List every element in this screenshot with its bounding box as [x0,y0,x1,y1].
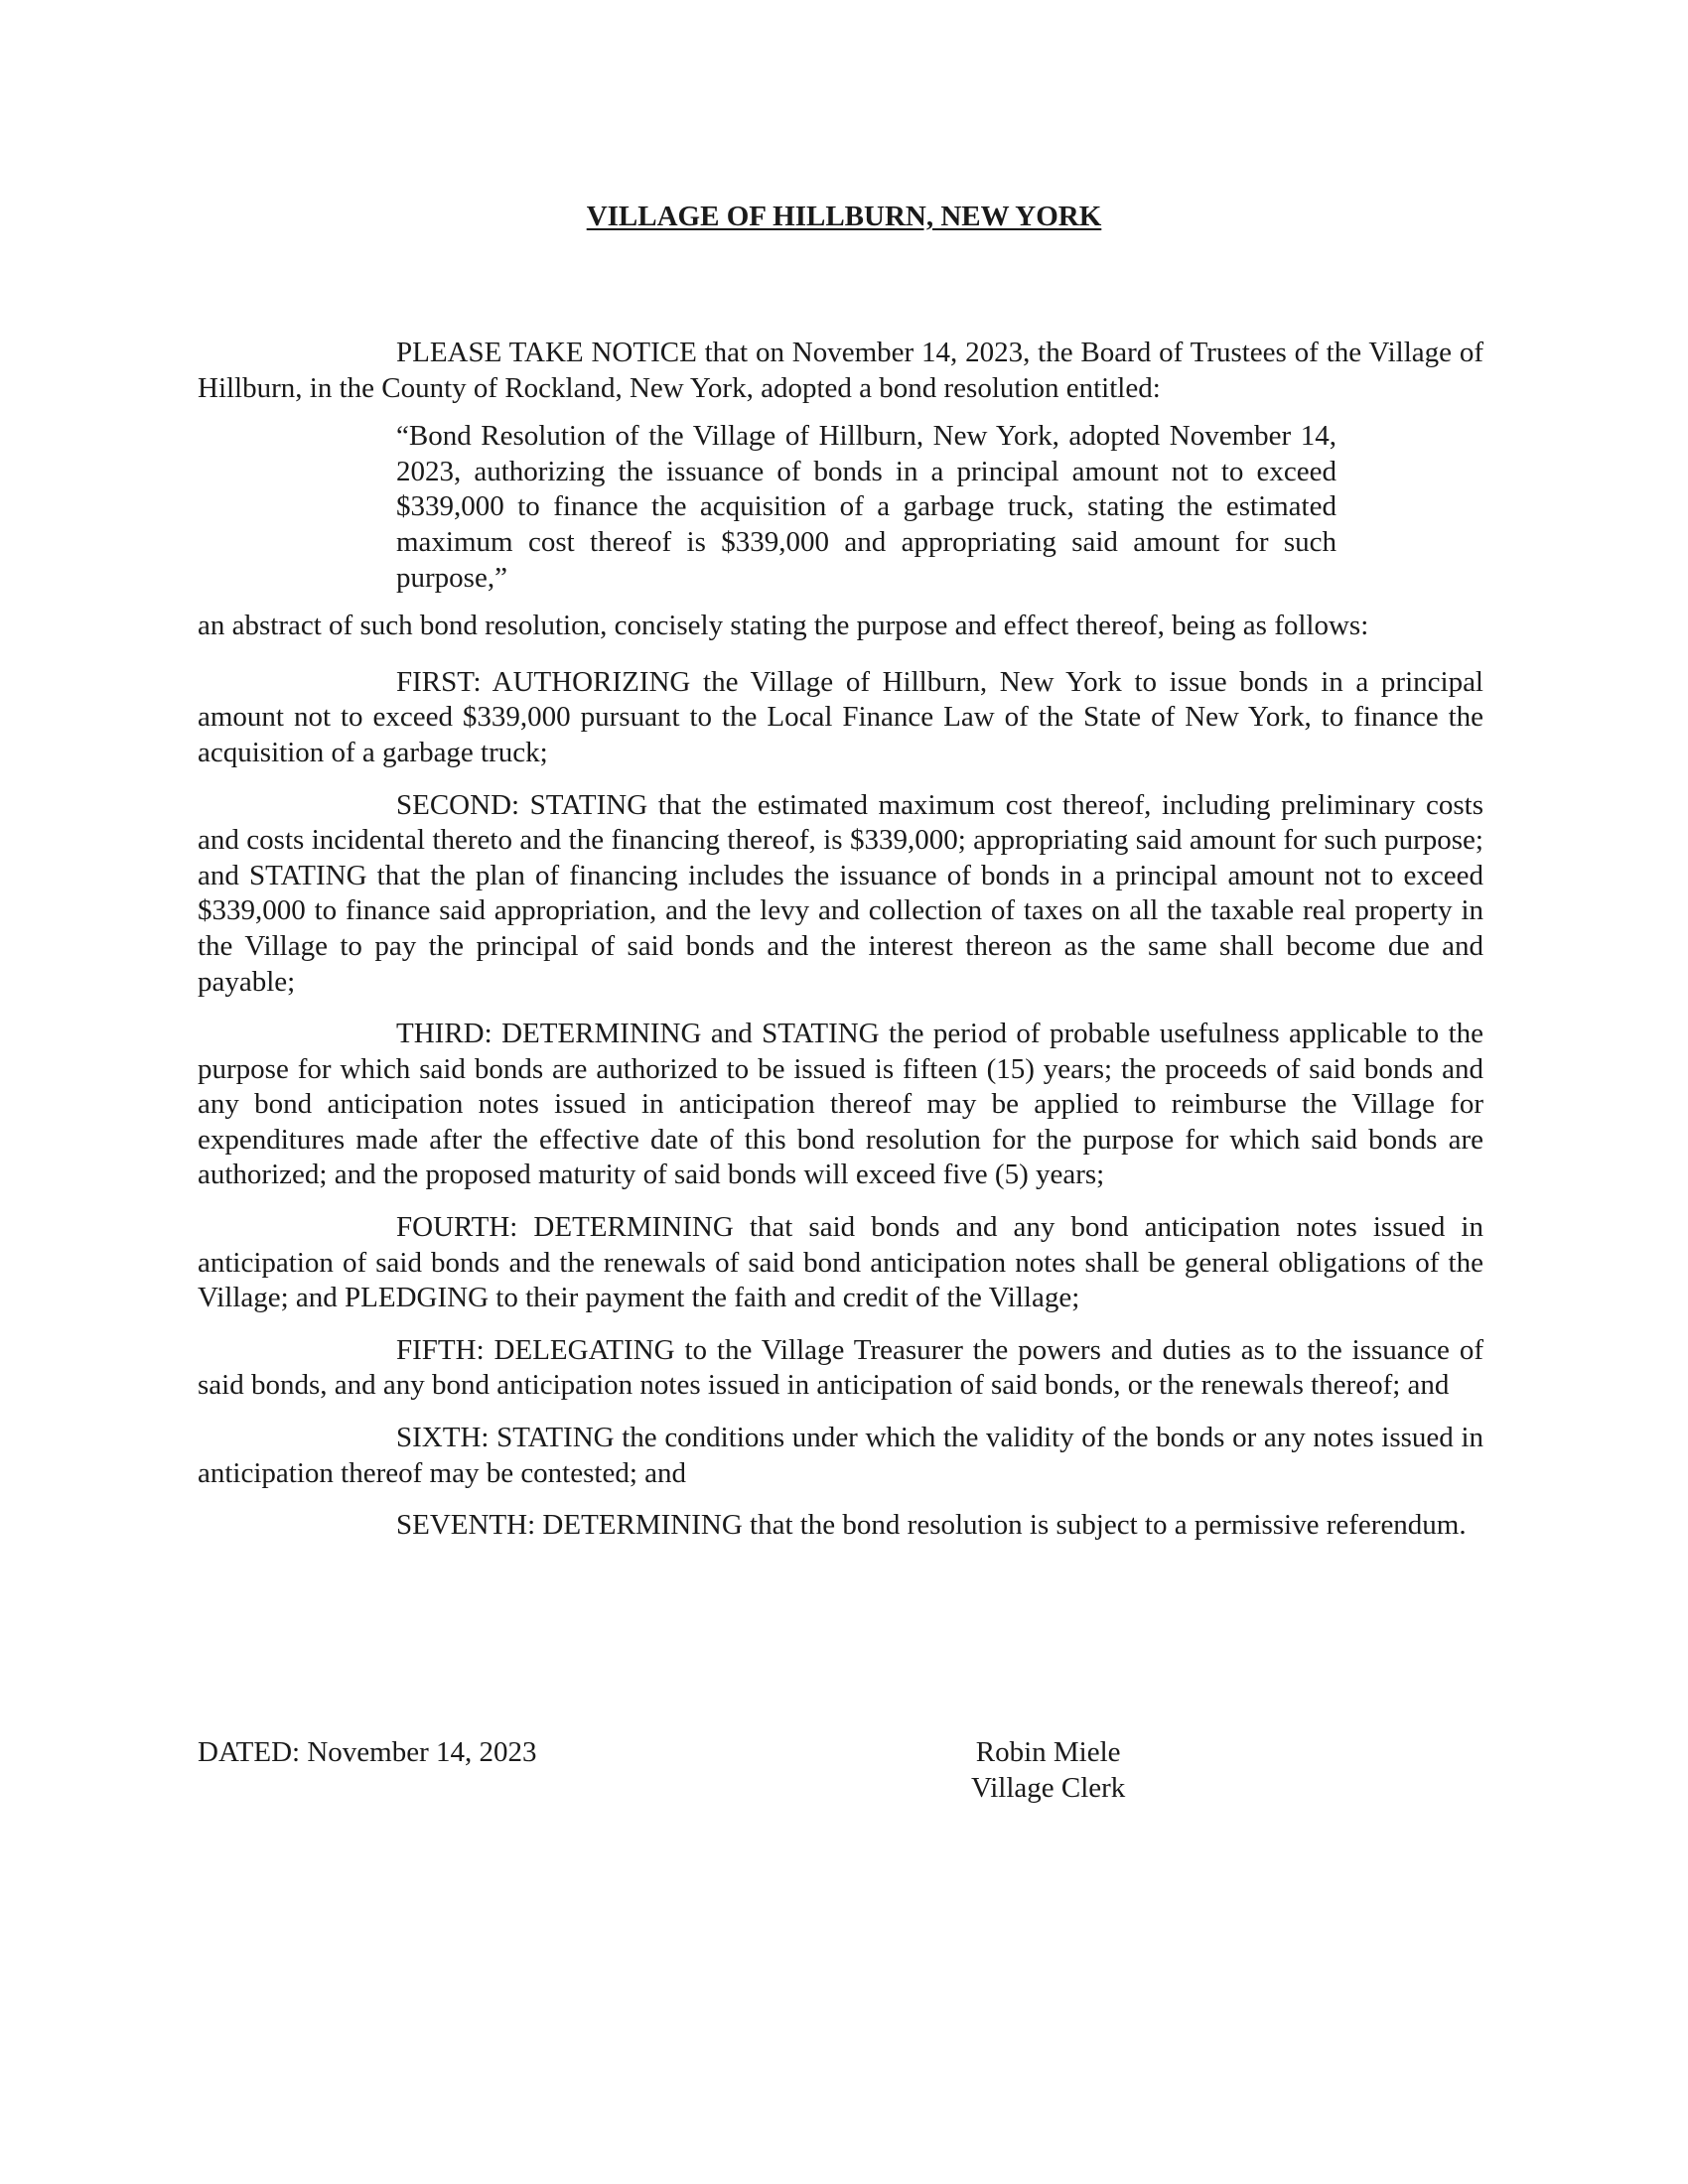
item-seventh: SEVENTH: DETERMINING that the bond resolution is subject to a permissive referendum. [396,1509,1467,1542]
signature-block [971,1734,1125,1806]
item-fifth: FIFTH: DELEGATING to the Village Treasurer the powers and duties as to the issuance of said bonds, and any bond anticipation notes issued in anticipation of said bonds, or the renewals thereof; and [198,1333,1483,1402]
item-third: THIRD: DETERMINING and STATING the period of probable usefulness applicable to the purpose for which said bonds are authorized to be issued is fifteen (15) years; the proceeds of said bonds and any bond anticipation notes issued in anticipation thereof may be applied to reimburse the Village for expenditures made after the effective date of this bond resolution for the purpose for which said bonds are authorized; and the proposed maturity of said bonds will exceed five (5) years; [198,1018,1483,1191]
document-body [198,336,1483,1561]
resolution-title-quote: “Bond Resolution of the Village of Hillburn, New York, adopted November 14, 2023, authorizing the issuance of bonds in a principal amount not to exceed $339,000 to finance the acquisition of a garbage truck, stating the estimated maximum cost thereof is $339,000 and appropriating said amount for such purpose,” [396,420,1336,594]
dated-line: DATED: November 14, 2023 [198,1736,537,1768]
signer-name: Robin Miele [975,1736,1121,1768]
item-first: FIRST: AUTHORIZING the Village of Hillburn, New York to issue bonds in a principal amount not to exceed $339,000 pursuant to the Local Finance Law of the State of New York, to finance the acquisition of a garbage truck; [198,665,1483,768]
abstract-intro: an abstract of such bond resolution, concisely stating the purpose and effect thereof, being as follows: [198,610,1369,642]
item-sixth: SIXTH: STATING the conditions under which the validity of the bonds or any notes issued in anticipation thereof may be contested; and [198,1422,1483,1489]
item-second: SECOND: STATING that the estimated maximum cost thereof, including preliminary costs and costs incidental thereto and the financing thereof, is $339,000; appropriating said amount for such purpose; and STATING that the plan of financing includes the issuance of bonds in a principal amount not to exceed $339,000 to finance said appropriation, and the levy and collection of taxes on all the taxable real property in the Village to pay the principal of said bonds and the interest thereon as the same shall become due and payable; [198,788,1483,998]
notice-paragraph: PLEASE TAKE NOTICE that on November 14, 2023, the Board of Trustees of the Village of Hillburn, in the County of Rockland, New York, adopted a bond resolution entitled: [198,337,1483,404]
document-title: VILLAGE OF HILLBURN, NEW YORK [586,201,1102,232]
signer-title: Village Clerk [971,1772,1126,1804]
item-fourth: FOURTH: DETERMINING that said bonds and any bond anticipation notes issued in anticipation of said bonds and the renewals of said bond anticipation notes shall be general obligations of the Village; and PLEDGING to their payment the faith and credit of the Village; [198,1211,1483,1314]
